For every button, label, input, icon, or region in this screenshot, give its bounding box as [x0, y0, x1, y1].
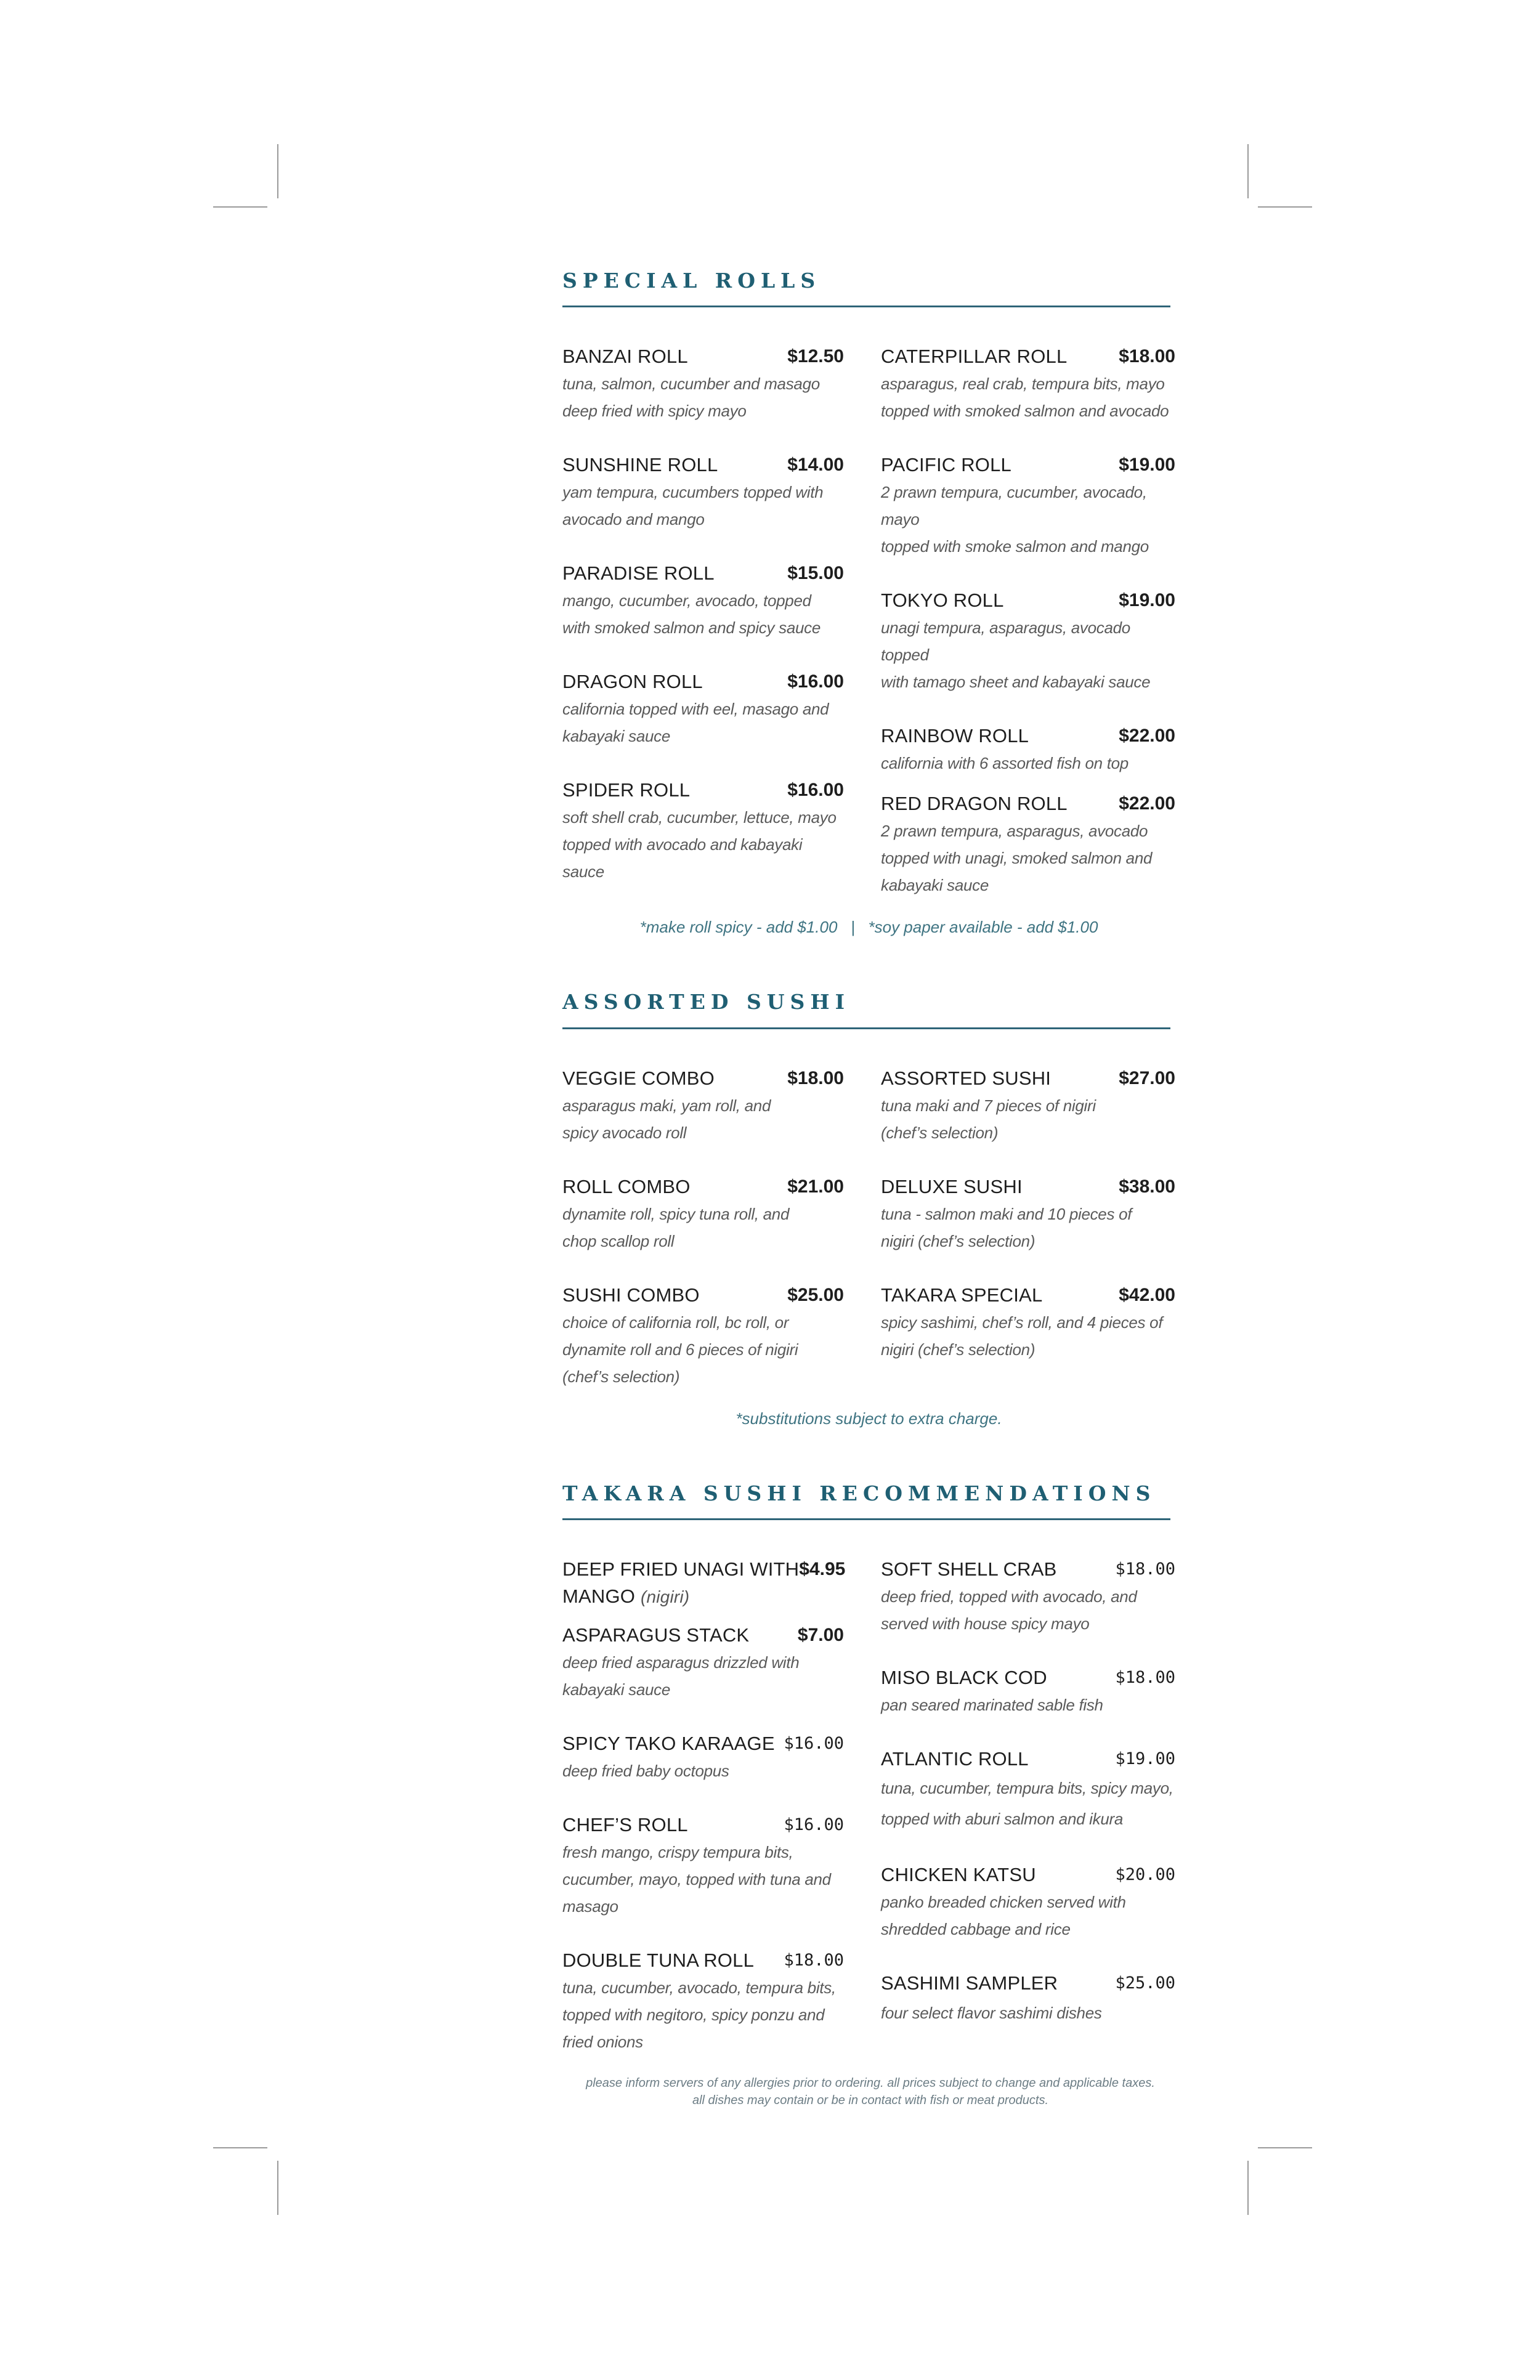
item-price: $18.00: [1119, 346, 1175, 367]
item-price: $18.00: [784, 1950, 844, 1970]
item-price: $20.00: [1115, 1864, 1175, 1884]
recommendations-left-column: [562, 1556, 844, 2082]
crop-mark-bottom-left-vertical: [277, 2161, 278, 2215]
item-price: $19.00: [1115, 1749, 1175, 1768]
item-name: BANZAI ROLL: [562, 346, 688, 368]
recommendations-section: [562, 1483, 1178, 2082]
special-rolls-section: [562, 270, 1178, 938]
item-name: DRAGON ROLL: [562, 671, 703, 693]
item-price: $7.00: [797, 1624, 844, 1645]
item-description: tuna, salmon, cucumber and masago deep fried with spicy mayo: [562, 374, 820, 421]
section-title: SPECIAL ROLLS: [562, 270, 1170, 307]
item-name: DOUBLE TUNA ROLL: [562, 1949, 755, 1971]
item-price: $16.00: [787, 671, 844, 692]
menu-item: [881, 1861, 1175, 1943]
item-price: $19.00: [1119, 590, 1175, 611]
recommendations-columns: [562, 1556, 1175, 2082]
item-price: $25.00: [1115, 1973, 1175, 1993]
item-price: $18.00: [1115, 1559, 1175, 1579]
menu-item: [562, 777, 844, 885]
assorted-sushi-footnote: *substitutions subject to extra charge.: [736, 1409, 1002, 1428]
crop-mark-top-right-vertical: [1247, 144, 1249, 198]
item-name: RAINBOW ROLL: [881, 725, 1029, 747]
menu-item: [562, 1622, 844, 1703]
crop-mark-top-left-horizontal: [213, 206, 267, 208]
section-title: TAKARA SUSHI RECOMMENDATIONS: [562, 1483, 1170, 1520]
item-description: tuna maki and 7 pieces of nigiri (chef’s selection): [881, 1096, 1096, 1142]
item-name: SUNSHINE ROLL: [562, 454, 718, 476]
item-note: (nigiri): [640, 1587, 690, 1606]
menu-item: [881, 1173, 1175, 1255]
menu-item: [881, 790, 1175, 899]
menu-item: [562, 560, 844, 641]
menu-item: [881, 587, 1175, 695]
item-description: california topped with eel, masago and kabayaki sauce: [562, 700, 829, 746]
menu-item: [881, 1282, 1175, 1363]
item-price: $14.00: [787, 455, 844, 476]
item-description: deep fried asparagus drizzled with kabayaki sauce: [562, 1653, 800, 1699]
menu-item: [881, 1970, 1175, 2029]
item-description: tuna, cucumber, tempura bits, spicy mayo, topped with aburi salmon and ikura: [881, 1778, 1173, 1828]
legal-disclaimer: [562, 2074, 1178, 2109]
item-price: $16.00: [784, 1733, 844, 1753]
recommendations-right-column: [881, 1556, 1175, 2082]
item-price: $15.00: [787, 563, 844, 584]
item-name: CHEF’S ROLL: [562, 1813, 688, 1836]
menu-item: [881, 1556, 1175, 1637]
menu-item: [881, 1065, 1175, 1146]
item-price: $18.00: [1115, 1667, 1175, 1687]
menu-item: [562, 451, 844, 533]
crop-mark-bottom-right-horizontal: [1258, 2147, 1312, 2148]
assorted-sushi-section: [562, 991, 1178, 1429]
menu-item: [562, 1730, 844, 1784]
item-description: deep fried baby octopus: [562, 1761, 729, 1780]
menu-item: [881, 451, 1175, 560]
special-rolls-right-column: [881, 343, 1175, 916]
item-name: ASSORTED SUSHI: [881, 1067, 1052, 1089]
item-price: $21.00: [787, 1176, 844, 1197]
item-name: PACIFIC ROLL: [881, 454, 1011, 476]
item-name: SPIDER ROLL: [562, 779, 691, 801]
menu-item: [881, 1746, 1175, 1834]
item-name: ATLANTIC ROLL: [881, 1747, 1029, 1770]
item-price: $42.00: [1119, 1284, 1175, 1305]
assorted-sushi-columns: [562, 1065, 1175, 1407]
menu-item: [562, 1282, 844, 1390]
item-description: pan seared marinated sable fish: [881, 1695, 1103, 1714]
item-name: ROLL COMBO: [562, 1175, 691, 1197]
item-name: DEEP FRIED UNAGI WITH MANGO (nigiri): [562, 1558, 800, 1607]
item-name: PARADISE ROLL: [562, 562, 715, 585]
crop-mark-bottom-right-vertical: [1247, 2161, 1249, 2215]
menu-item: [562, 668, 844, 750]
menu-item: [562, 1173, 844, 1255]
menu-item: [562, 1556, 844, 1611]
item-price: $4.95: [799, 1558, 846, 1579]
item-description: yam tempura, cucumbers topped with avocado and mango: [562, 483, 824, 529]
item-description: tuna - salmon maki and 10 pieces of nigiri (chef’s selection): [881, 1204, 1132, 1250]
item-description: tuna, cucumber, avocado, tempura bits, topped with negitoro, spicy ponzu and fried onions: [562, 1978, 836, 2051]
item-description: choice of california roll, bc roll, or dynamite roll and 6 pieces of nigiri (chef’s selection): [562, 1313, 798, 1386]
menu-item: [881, 343, 1175, 424]
item-price: $18.00: [787, 1067, 844, 1088]
item-price: $22.00: [1119, 726, 1175, 747]
item-description: spicy sashimi, chef’s roll, and 4 pieces of nigiri (chef’s selection): [881, 1313, 1163, 1359]
menu-item: [562, 1811, 844, 1920]
item-name: CHICKEN KATSU: [881, 1863, 1036, 1885]
item-name: MISO BLACK COD: [881, 1666, 1047, 1688]
item-name: ASPARAGUS STACK: [562, 1624, 750, 1646]
item-price: $19.00: [1119, 455, 1175, 476]
item-description: 2 prawn tempura, cucumber, avocado, mayo topped with smoke salmon and mango: [881, 483, 1149, 556]
menu-item: [881, 1664, 1175, 1718]
menu-item: [562, 1947, 844, 2055]
menu-page: [562, 270, 1178, 2082]
item-price: $25.00: [787, 1284, 844, 1305]
item-description: soft shell crab, cucumber, lettuce, mayo topped with avocado and kabayaki sauce: [562, 808, 837, 881]
item-price: $12.50: [787, 346, 844, 367]
legal-line: all dishes may contain or be in contact with fish or meat products.: [692, 2094, 1049, 2107]
menu-item: [881, 722, 1175, 777]
item-description: california with 6 assorted fish on top: [881, 754, 1129, 773]
special-rolls-columns: [562, 343, 1175, 916]
menu-item: [562, 1065, 844, 1146]
special-rolls-left-column: [562, 343, 844, 916]
special-rolls-footnote: *make roll spicy - add $1.00 | *soy paper available - add $1.00: [639, 918, 1098, 937]
item-price: $22.00: [1119, 793, 1175, 814]
item-description: dynamite roll, spicy tuna roll, and chop scallop roll: [562, 1204, 790, 1250]
item-description: 2 prawn tempura, asparagus, avocado topped with unagi, smoked salmon and kabayaki sauce: [881, 822, 1153, 895]
menu-item: [562, 343, 844, 424]
item-price: $16.00: [787, 780, 844, 801]
item-name: TOKYO ROLL: [881, 589, 1004, 612]
assorted-sushi-right-column: [881, 1065, 1175, 1407]
item-name: DELUXE SUSHI: [881, 1175, 1023, 1197]
item-name: TAKARA SPECIAL: [881, 1284, 1043, 1306]
item-description: four select flavor sashimi dishes: [881, 2003, 1102, 2022]
item-name: RED DRAGON ROLL: [881, 793, 1068, 815]
item-description: fresh mango, crispy tempura bits, cucumber, mayo, topped with tuna and masago: [562, 1842, 831, 1916]
item-name: SUSHI COMBO: [562, 1284, 700, 1306]
assorted-sushi-left-column: [562, 1065, 844, 1407]
item-price: $27.00: [1119, 1067, 1175, 1088]
item-description: mango, cucumber, avocado, topped with smoked salmon and spicy sauce: [562, 591, 821, 638]
item-name: CATERPILLAR ROLL: [881, 346, 1068, 368]
item-name: SASHIMI SAMPLER: [881, 1972, 1058, 1994]
section-title: ASSORTED SUSHI: [562, 991, 1170, 1029]
item-description: asparagus maki, yam roll, and spicy avocado roll: [562, 1096, 771, 1142]
item-price: $16.00: [784, 1815, 844, 1834]
item-description: asparagus, real crab, tempura bits, mayo topped with smoked salmon and avocado: [881, 374, 1169, 421]
crop-mark-top-right-horizontal: [1258, 206, 1312, 208]
legal-line: please inform servers of any allergies prior to ordering. all prices subject to change and applicable taxes.: [586, 2076, 1155, 2090]
crop-mark-bottom-left-horizontal: [213, 2147, 267, 2148]
crop-mark-top-left-vertical: [277, 144, 278, 198]
item-price: $38.00: [1119, 1176, 1175, 1197]
item-name: SOFT SHELL CRAB: [881, 1558, 1057, 1580]
item-name: SPICY TAKO KARAAGE: [562, 1732, 775, 1754]
item-description: unagi tempura, asparagus, avocado topped with tamago sheet and kabayaki sauce: [881, 618, 1151, 692]
item-name: VEGGIE COMBO: [562, 1067, 715, 1089]
item-description: panko breaded chicken served with shredded cabbage and rice: [881, 1892, 1126, 1938]
item-description: deep fried, topped with avocado, and served with house spicy mayo: [881, 1587, 1137, 1633]
